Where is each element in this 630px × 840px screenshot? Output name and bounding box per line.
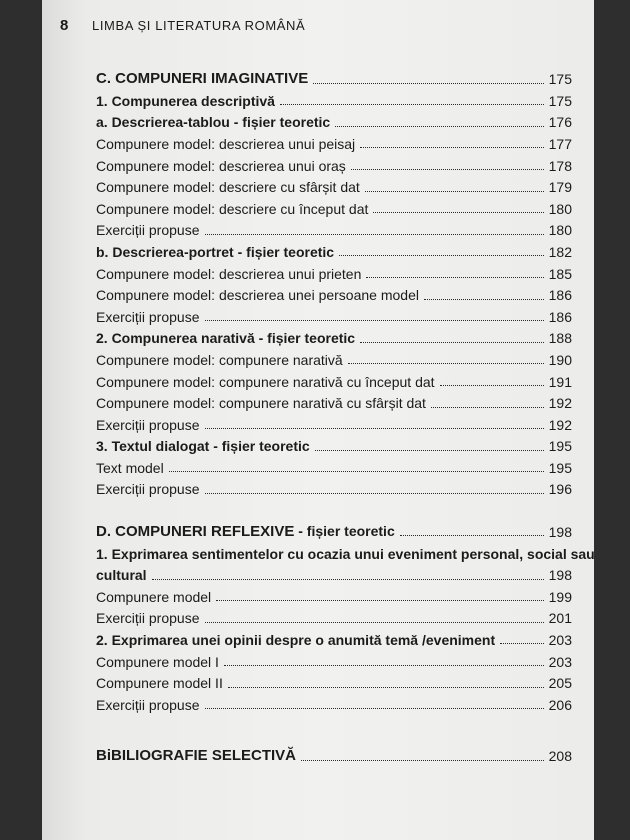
toc-entry-page: 191 (548, 373, 572, 390)
toc-entry-title: Exerciții propuse (96, 481, 200, 498)
toc-entry (96, 131, 572, 153)
toc-entry-page: 177 (548, 135, 572, 152)
toc-entry-title: 1. Exprimarea sentimentelor cu ocazia unui eveniment personal, social sau (96, 545, 595, 562)
dot-leader (205, 320, 545, 321)
toc-entry-title: Compunere model: compunere narativă cu sfârșit dat (96, 395, 426, 412)
toc-entry-page: 195 (548, 438, 572, 455)
toc-entry-page: 190 (548, 351, 572, 368)
toc-entry-page: 199 (548, 588, 572, 605)
toc-entry-title: 2. Compunerea narativă - fișier teoretic (96, 330, 356, 347)
section-spacer (96, 713, 572, 743)
dot-leader (224, 665, 544, 666)
toc-entry-page: 185 (548, 265, 572, 282)
dot-leader (400, 535, 544, 536)
toc-entry-d2 (96, 627, 572, 649)
toc-entry-c3 (96, 433, 572, 455)
toc-entry-page: 176 (548, 114, 572, 131)
toc-entry-page: 182 (548, 243, 572, 260)
toc-entry-title: 2. Exprimarea unei opinii despre o anumită temă /eveniment (96, 632, 496, 649)
dot-leader (152, 579, 544, 580)
toc-entry-page: 201 (548, 610, 572, 627)
toc-entry (96, 347, 572, 369)
dot-leader (216, 600, 544, 601)
toc-bibliography (96, 743, 572, 765)
toc-entry-title: Compunere model I (96, 653, 219, 670)
dot-leader (360, 342, 544, 343)
toc-entry (96, 260, 572, 282)
toc-entry (96, 390, 572, 412)
toc-entry (96, 196, 572, 218)
dot-leader (360, 147, 544, 148)
dot-leader (205, 428, 545, 429)
dot-leader (205, 493, 545, 494)
toc-entry-title: a. Descrierea-tablou - fișier teoretic (96, 114, 331, 131)
toc-entry-page: 179 (548, 179, 572, 196)
toc-entry-c1a (96, 109, 572, 131)
dot-leader (365, 191, 544, 192)
toc-entry (96, 670, 572, 692)
toc-entry-page: 178 (548, 157, 572, 174)
dot-leader (351, 169, 544, 170)
dot-leader (301, 760, 544, 761)
toc-section-c (96, 66, 572, 88)
toc-entry (96, 304, 572, 326)
toc-entry (96, 282, 572, 304)
dot-leader (169, 471, 544, 472)
toc-entry-page: 206 (548, 696, 572, 713)
toc-entry-title: D. COMPUNERI REFLEXIVE (96, 522, 295, 540)
toc-entry (96, 455, 572, 477)
section-spacer (96, 498, 572, 519)
toc-entry-page: 180 (548, 222, 572, 239)
dot-leader (205, 234, 545, 235)
dot-leader (500, 643, 544, 644)
toc-entry (96, 368, 572, 390)
toc-entry-title: 1. Compunerea descriptivă (96, 92, 275, 109)
toc-entry-c2 (96, 325, 572, 347)
page-number: 8 (60, 16, 69, 34)
toc-entry (96, 648, 572, 670)
toc-entry-title: Compunere model: descrierea unui peisaj (96, 135, 356, 152)
toc-entry-title: Exerciții propuse (96, 416, 200, 433)
dot-leader (205, 622, 545, 623)
dot-leader (315, 450, 544, 451)
toc-entry-title: Compunere model: compunere narativă (96, 351, 343, 368)
toc-entry-d1 (96, 562, 572, 584)
toc-entry-title: Compunere model: descrierea unui prieten (96, 265, 362, 282)
toc-entry (96, 692, 572, 714)
toc-entry (96, 584, 572, 606)
dot-leader (280, 104, 544, 105)
toc-entry-page: 192 (548, 395, 572, 412)
running-title: LIMBA ȘI LITERATURA ROMÂNĂ (92, 17, 306, 33)
toc-entry-c1b (96, 239, 572, 261)
toc-entry-page: 192 (548, 416, 572, 433)
toc-entry-subtitle: - fișier teoretic (294, 522, 395, 539)
toc-entry-page: 175 (548, 92, 572, 109)
toc-entry-page: 195 (548, 459, 572, 476)
toc-entry-title: Compunere model: descrierea unei persoane model (96, 287, 419, 304)
toc-entry-page: 203 (548, 632, 572, 649)
toc-entry-title: Exerciții propuse (96, 696, 200, 713)
dot-leader (424, 299, 544, 300)
toc-entry-title: cultural (96, 567, 147, 584)
page-header (60, 14, 574, 36)
toc-entry-page: 180 (548, 200, 572, 217)
toc-entry-page: 208 (548, 748, 572, 765)
dot-leader (348, 363, 544, 364)
book-page (42, 0, 594, 840)
table-of-contents (96, 66, 595, 765)
dot-leader (335, 126, 544, 127)
toc-entry (96, 174, 572, 196)
toc-entry-page: 186 (548, 308, 572, 325)
dot-leader (228, 687, 544, 688)
toc-entry (96, 412, 572, 434)
toc-entry-title: Text model (96, 459, 164, 476)
toc-entry-page: 198 (548, 567, 572, 584)
toc-entry-title: Exerciții propuse (96, 308, 200, 325)
toc-entry-title: Compunere model: compunere narativă cu început dat (96, 373, 435, 390)
toc-entry (96, 152, 572, 174)
toc-entry-title: Compunere model (96, 588, 212, 605)
toc-entry-d1-line1 (96, 540, 595, 562)
toc-entry-page: 205 (548, 675, 572, 692)
toc-entry-page: 188 (548, 330, 572, 347)
toc-entry-title: Exerciții propuse (96, 610, 200, 627)
toc-entry (96, 476, 572, 498)
toc-entry-title: b. Descrierea-portret - fișier teoretic (96, 243, 335, 260)
dot-leader (431, 407, 544, 408)
dot-leader (313, 83, 544, 84)
toc-entry-title: 3. Textul dialogat - fișier teoretic (96, 438, 310, 455)
toc-section-d (96, 519, 572, 541)
toc-entry-title: Compunere model: descriere cu început dat (96, 200, 369, 217)
toc-entry-page: 196 (548, 481, 572, 498)
dot-leader (440, 385, 544, 386)
toc-entry-c1 (96, 88, 572, 110)
toc-entry-page: 203 (548, 653, 572, 670)
dot-leader (373, 212, 544, 213)
toc-entry-title: Compunere model: descrierea unui oraș (96, 157, 346, 174)
toc-entry-page: 175 (548, 71, 572, 88)
toc-entry-title: Compunere model II (96, 675, 223, 692)
toc-entry (96, 605, 572, 627)
toc-entry-title: Compunere model: descriere cu sfârșit dat (96, 179, 360, 196)
dot-leader (339, 255, 544, 256)
toc-entry-page: 198 (548, 524, 572, 541)
toc-entry-title: C. COMPUNERI IMAGINATIVE (96, 70, 309, 88)
toc-entry (96, 217, 572, 239)
toc-entry-title: BiBILIOGRAFIE SELECTIVĂ (96, 747, 297, 765)
toc-entry-page: 186 (548, 287, 572, 304)
dot-leader (366, 277, 544, 278)
toc-entry-title: Exerciții propuse (96, 222, 200, 239)
dot-leader (205, 708, 545, 709)
